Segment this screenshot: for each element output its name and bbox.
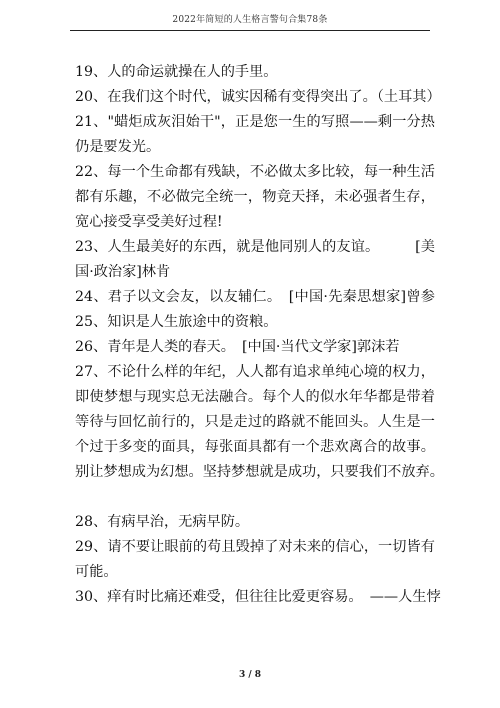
- text-line: 仍是要发光。: [75, 139, 161, 155]
- text-line: 宽心接受享受美好过程!: [75, 214, 223, 230]
- text-line: 23、人生最美好的东西，就是他同别人的友谊。 [美: [75, 239, 435, 255]
- text-line: 29、请不要让眼前的苟且毁掉了对未来的信心，一切皆有: [75, 539, 435, 555]
- document-body: [75, 60, 444, 610]
- page-header-title: 2022年简短的人生格言警句合集78条: [172, 15, 328, 25]
- text-line: 30、痒有时比痛还难受，但往往比爱更容易。 ——人生悖: [75, 589, 441, 605]
- text-line: 25、知识是人生旅途中的资粮。: [75, 314, 278, 330]
- header-divider: [70, 30, 430, 31]
- text-line: 20、在我们这个时代，诚实因稀有变得突出了。（土耳其）: [75, 89, 441, 105]
- text-line: 等待与回忆前行的，只是走过的路就不能回头。人生是一: [75, 414, 435, 430]
- text-line: 19、人的命运就操在人的手里。: [75, 64, 278, 80]
- text-line: 28、有病早治，无病早防。: [75, 514, 250, 530]
- text-line: 26、青年是人类的春天。 [中国·当代文学家]郭沫若: [75, 339, 400, 355]
- text-line: 都有乐趣，不必做完全统一，物竞天择，未必强者生存，: [75, 189, 435, 205]
- paragraph-gap: [75, 485, 435, 510]
- text-line: 即使梦想与现实总无法融合。每个人的似水年华都是带着: [75, 389, 435, 405]
- text-line: 国·政治家]林肯: [75, 264, 171, 280]
- text-line: 27、不论什么样的年纪，人人都有追求单纯心境的权力，: [75, 364, 435, 380]
- text-line: 可能。: [75, 564, 118, 580]
- text-line: 22、每一个生命都有残缺，不必做太多比较，每一种生活: [75, 164, 435, 180]
- text-line: 21、"蜡炬成灰泪始干"，正是您一生的写照——剩一分热: [75, 114, 435, 130]
- text-line: 个过于多变的面具，每张面具都有一个悲欢离合的故事。: [75, 439, 435, 455]
- text-line: 别让梦想成为幻想。坚持梦想就是成功，只要我们不放弃。: [75, 464, 444, 480]
- page-number: 3 / 8: [238, 670, 262, 680]
- text-line: 24、君子以文会友，以友辅仁。 [中国·先秦思想家]曾参: [75, 289, 435, 305]
